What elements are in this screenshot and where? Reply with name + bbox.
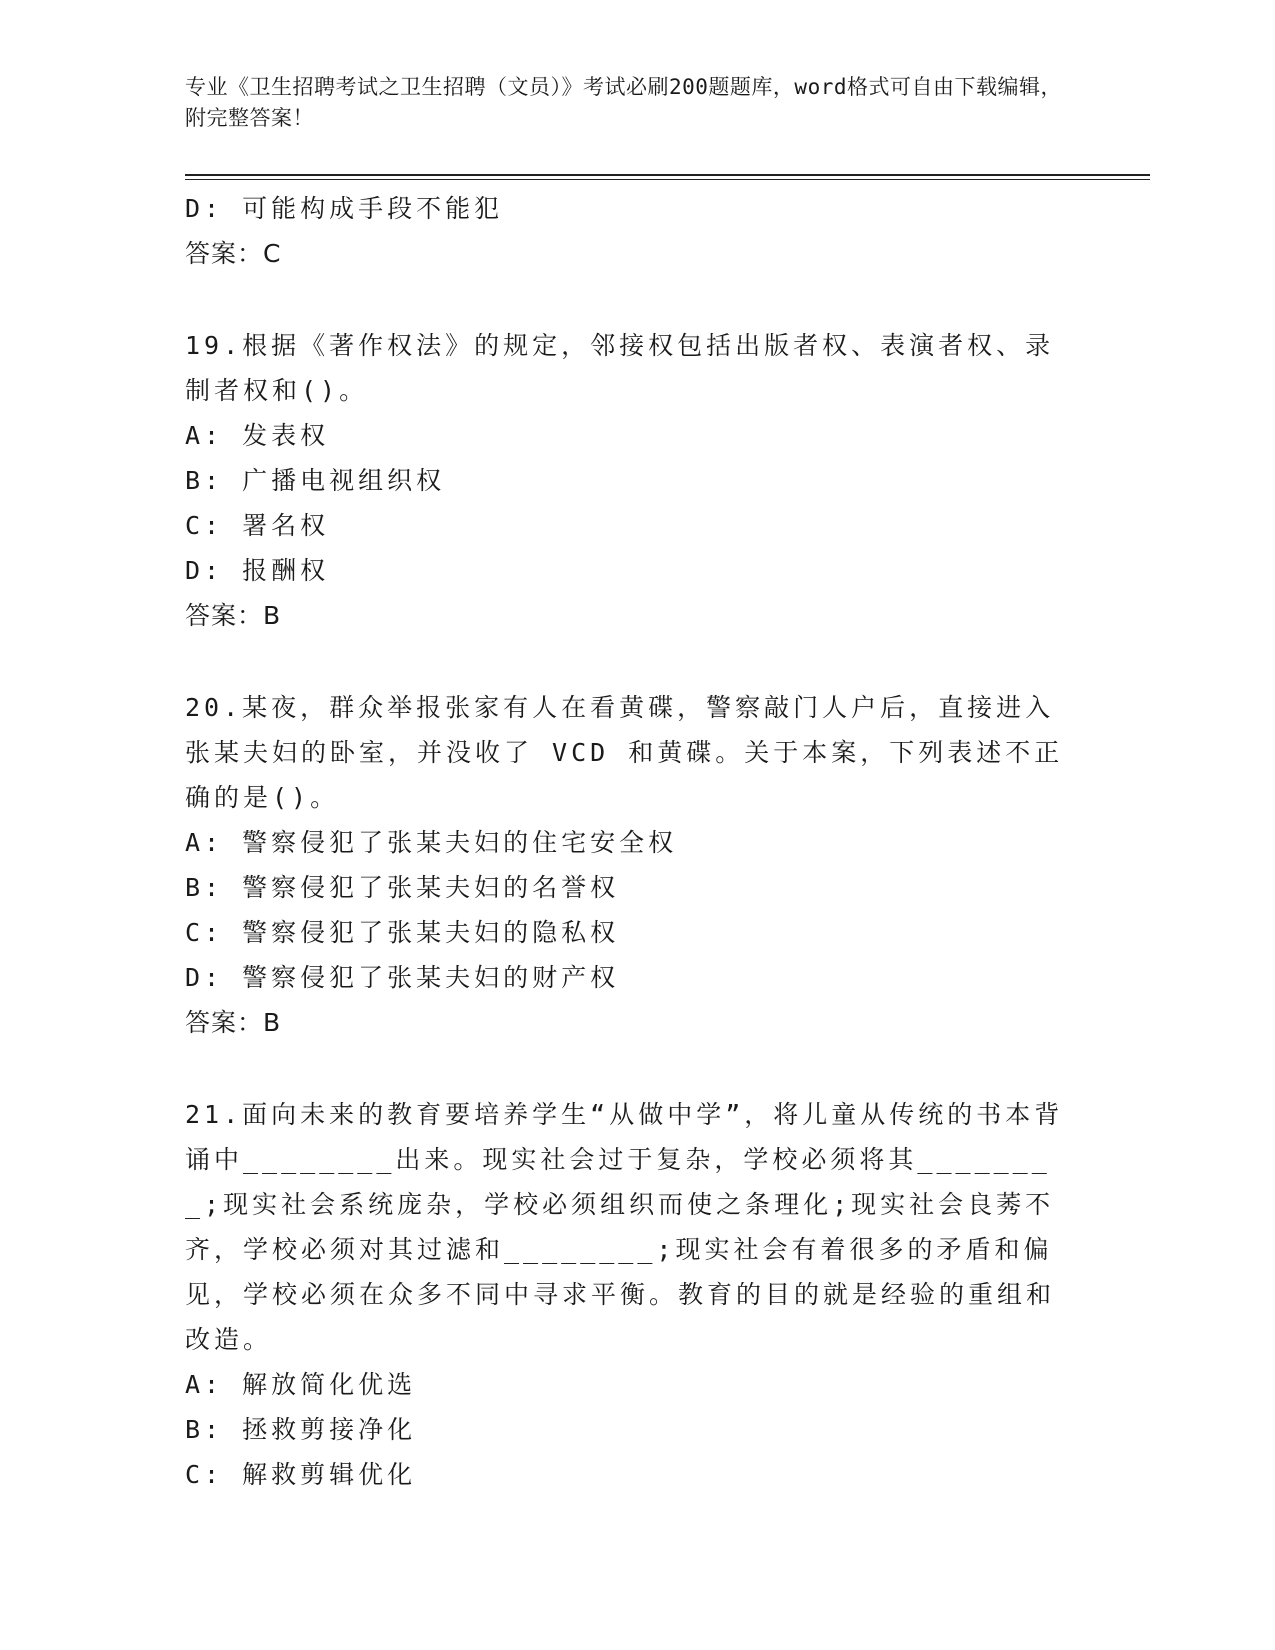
- question-21: [185, 1092, 1070, 1497]
- option-c: C: 署名权: [185, 511, 330, 540]
- answer-line: 答案：C: [185, 239, 282, 268]
- previous-question-tail: [185, 186, 1070, 276]
- option-b: B: 拯救剪接净化: [185, 1415, 417, 1444]
- header-divider-thick: [185, 174, 1150, 176]
- question-stem: 20.某夜，群众举报张家有人在看黄碟，警察敲门人户后，直接进入张某夫妇的卧室，并没收了 VCD 和黄碟。关于本案，下列表述不正确的是()。: [185, 693, 1064, 812]
- option-b: B: 广播电视组织权: [185, 466, 446, 495]
- header-divider-thin: [185, 179, 1150, 180]
- document-body: [185, 186, 1070, 1497]
- question-stem: 19.根据《著作权法》的规定，邻接权包括出版者权、表演者权、录制者权和()。: [185, 331, 1055, 405]
- option-c: C: 解救剪辑优化: [185, 1460, 417, 1489]
- document-header: [185, 72, 1070, 134]
- option-b: B: 警察侵犯了张某夫妇的名誉权: [185, 873, 620, 902]
- option-a: A: 解放简化优选: [185, 1370, 417, 1399]
- option-d: D: 警察侵犯了张某夫妇的财产权: [185, 963, 620, 992]
- answer-line: 答案：B: [185, 601, 282, 630]
- option-c: C: 警察侵犯了张某夫妇的隐私权: [185, 918, 620, 947]
- answer-line: 答案：B: [185, 1008, 282, 1037]
- header-text: 专业《卫生招聘考试之卫生招聘（文员）》考试必刷200题题库，word格式可自由下载编辑，附完整答案！: [185, 75, 1062, 130]
- question-stem: 21.面向未来的教育要培养学生“从做中学”，将儿童从传统的书本背诵中________出来。现实社会过于复杂，学校必须将其________;现实社会系统庞杂，学校必须组织而使之条理化;现实社会良莠不齐，学校必须对其过滤和________;现实社会有着很多的矛盾和偏见，学校必须在众多不同中寻求平衡。教育的目的就是经验的重组和改造。: [185, 1100, 1064, 1354]
- question-19: [185, 323, 1070, 638]
- option-a: A: 发表权: [185, 421, 330, 450]
- question-20: [185, 685, 1070, 1045]
- option-d: D: 报酬权: [185, 556, 330, 585]
- option-d: D: 可能构成手段不能犯: [185, 194, 504, 223]
- option-a: A: 警察侵犯了张某夫妇的住宅安全权: [185, 828, 678, 857]
